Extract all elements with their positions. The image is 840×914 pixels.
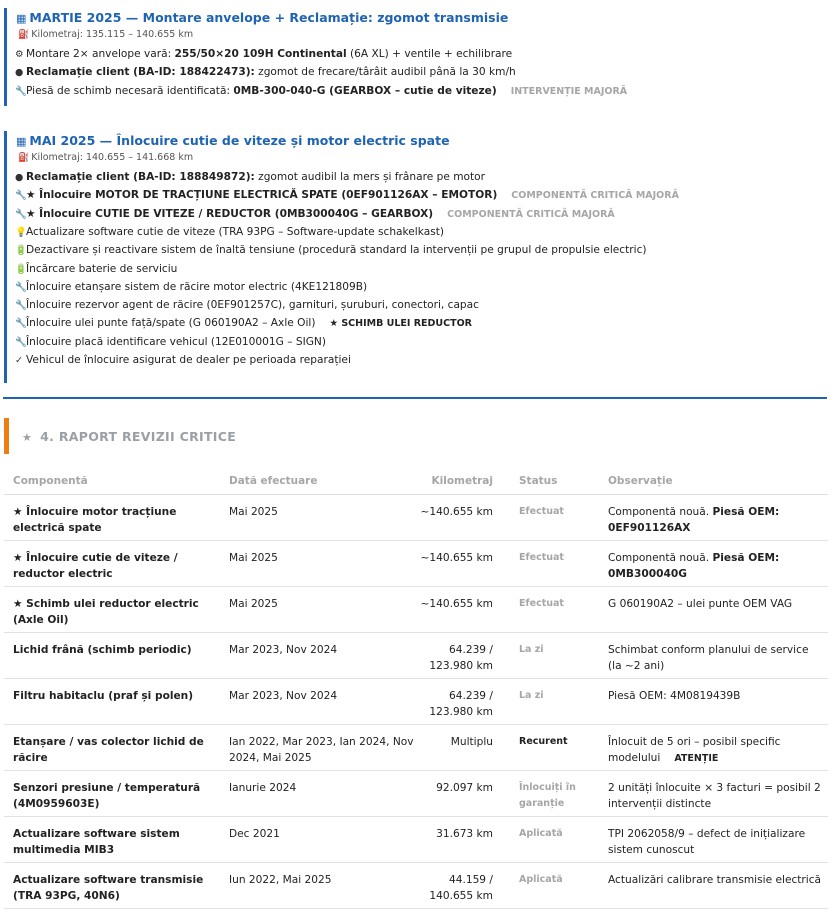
- line-text: Montare 2× anvelope vară:: [26, 48, 175, 60]
- entry-line: [7, 66, 516, 78]
- entry-line: [7, 85, 627, 97]
- revisions-table: [4, 466, 828, 909]
- mileage-cell: 31.673 km: [436, 828, 493, 840]
- line-text: Actualizare software cutie de viteze (TRA 93PG – Software-update schakelkast): [26, 225, 445, 238]
- observation-cell: [608, 872, 823, 888]
- entry-line: [7, 208, 615, 220]
- section-title-text: 4. RAPORT REVIZII CRITICE: [40, 429, 237, 444]
- entry-line: [7, 226, 444, 238]
- observation-cell: [608, 826, 823, 858]
- star-icon: ★: [22, 431, 33, 444]
- date-cell: Mai 2025: [229, 552, 278, 564]
- column-header: Status: [519, 475, 558, 487]
- line-text: (6A XL) + ventile + echilibrare: [346, 48, 513, 60]
- observation-text: Piesă OEM: 4M0819439B: [608, 690, 741, 702]
- mileage-cell: ~140.655 km: [420, 552, 493, 564]
- line-text: Înlocuire placă identificare vehicul (12E010001G – SIGN): [26, 335, 326, 348]
- component-cell: Filtru habitaclu (praf și polen): [13, 690, 194, 702]
- line-strong: ★ Înlocuire MOTOR DE TRACȚIUNE ELECTRICĂ SPATE (0EF901126AX – EMOTOR): [26, 189, 498, 202]
- status-badge: Recurent: [519, 736, 568, 747]
- mileage-cell: ~140.655 km: [420, 506, 493, 518]
- observation-text: Componentă nouă.: [608, 506, 713, 518]
- timeline-entry: [4, 8, 837, 106]
- component-cell: ★ Înlocuire motor tracțiune electrică spate: [13, 506, 177, 534]
- entry-line: [7, 171, 485, 183]
- line-strong: Reclamație client (BA-ID: 188849872):: [26, 171, 255, 183]
- table-row: [4, 863, 828, 909]
- date-cell: Mar 2023, Nov 2024: [229, 644, 338, 656]
- mileage-cell: 64.239 / 123.980 km: [429, 690, 493, 718]
- date-cell: Iun 2022, Mai 2025: [229, 874, 332, 886]
- entry-line: [7, 244, 647, 256]
- line-text: Înlocuire ulei punte față/spate (G 060190A2 – Axle Oil): [26, 317, 316, 330]
- date-cell: Dec 2021: [229, 828, 280, 840]
- line-text: zgomot audibil la mers și frânare pe motor: [254, 171, 485, 183]
- line-strong: ★ Înlocuire CUTIE DE VITEZE / REDUCTOR (0MB300040G – GEARBOX): [26, 207, 434, 220]
- date-cell: Ianurie 2024: [229, 782, 297, 794]
- observation-text: TPI 2062058/9 – defect de inițializare sistem cunoscut: [608, 828, 806, 856]
- bulb-icon: 💡: [15, 226, 27, 238]
- entry-title: [7, 10, 508, 25]
- line-text: Înlocuire rezervor agent de răcire (0EF901257C), garnituri, șuruburi, conectori, capac: [26, 299, 479, 312]
- status-badge: Înlocuiți în garanție: [519, 782, 576, 809]
- priority-badge: COMPONENTĂ CRITICĂ MAJORĂ: [447, 208, 615, 220]
- table-row: [4, 817, 828, 863]
- odometer-icon: ⛽: [18, 153, 30, 163]
- section-header: [4, 418, 828, 456]
- table-row: [4, 541, 828, 587]
- complaint-icon: ●: [15, 172, 24, 183]
- component-cell: Actualizare software transmisie (TRA 93PG, 40N6): [13, 874, 204, 902]
- wrench-icon: 🔧: [15, 336, 27, 348]
- column-header: Kilometraj: [431, 475, 493, 487]
- observation-cell: [608, 688, 823, 704]
- component-cell: Actualizare software sistem multimedia MIB3: [13, 828, 180, 856]
- observation-strong: Piesă OEM: 0MB300040G: [608, 552, 780, 580]
- observation-text: G 060190A2 – ulei punte OEM VAG: [608, 598, 793, 610]
- line-text: Dezactivare și reactivare sistem de înaltă tensiune (procedură standard la intervenții pe grupul de propulsie electric): [26, 244, 647, 257]
- observation-cell: [608, 596, 823, 612]
- entry-title: [7, 133, 450, 148]
- battery-icon: 🔋: [15, 263, 27, 275]
- table-row: [4, 725, 828, 771]
- date-cell: Mai 2025: [229, 506, 278, 518]
- entry-line: [7, 317, 472, 329]
- wrench-icon: 🔧: [15, 281, 27, 293]
- date-cell: Mar 2023, Nov 2024: [229, 690, 338, 702]
- observation-text: Înlocuit de 5 ori – posibil specific modelului: [608, 736, 781, 764]
- observation-strong: Piesă OEM: 0EF901126AX: [608, 506, 780, 534]
- line-text: Vehicul de înlocuire asigurat de dealer pe perioada reparației: [26, 354, 351, 366]
- component-cell: Etanșare / vas colector lichid de răcire: [13, 736, 204, 764]
- entry-line: [7, 281, 367, 293]
- timeline-entry: [4, 131, 837, 383]
- mileage-cell: Multiplu: [450, 736, 493, 748]
- entry-title-text: MARTIE 2025 — Montare anvelope + Reclamație: zgomot transmisie: [29, 10, 509, 25]
- component-cell: Lichid frână (schimb periodic): [13, 644, 192, 656]
- entry-line: [7, 336, 326, 348]
- wrench-icon: 🔧: [15, 190, 27, 202]
- wrench-icon: 🔧: [15, 300, 27, 312]
- wrench-icon: 🔧: [15, 318, 27, 330]
- observation-text: Actualizări calibrare transmisie electrică: [608, 874, 822, 886]
- observation-cell: [608, 780, 823, 812]
- battery-icon: 🔋: [15, 245, 27, 257]
- observation-text: Componentă nouă.: [608, 552, 713, 564]
- line-text: Înlocuire etanșare sistem de răcire motor electric (4KE121809B): [26, 280, 368, 293]
- status-badge: La zi: [519, 690, 544, 701]
- component-cell: Senzori presiune / temperatură (4M0959603E): [13, 782, 201, 810]
- status-badge: Efectuat: [519, 506, 564, 517]
- table-row: [4, 633, 828, 679]
- column-header: Dată efectuare: [229, 475, 318, 487]
- entry-line: [7, 263, 177, 275]
- observation-cell: [608, 504, 823, 536]
- column-header: Observație: [608, 475, 673, 487]
- observation-text: Schimbat conform planului de service (la ~2 ani): [608, 644, 809, 672]
- wrench-icon: 🔧: [15, 208, 27, 220]
- priority-badge: ★ SCHIMB ULEI REDUCTOR: [329, 318, 472, 330]
- date-cell: Mai 2025: [229, 598, 278, 610]
- table-row: [4, 679, 828, 725]
- line-strong: 0MB-300-040-G (GEARBOX – cutie de viteze): [233, 84, 497, 97]
- mileage-text: Kilometraj: 135.115 – 140.655 km: [31, 29, 194, 40]
- priority-badge: COMPONENTĂ CRITICĂ MAJORĂ: [511, 190, 679, 202]
- observation-text: 2 unități înlocuite × 3 facturi = posibil 2 intervenții distincte: [608, 782, 821, 810]
- status-badge: Efectuat: [519, 598, 564, 609]
- attention-badge: ATENȚIE: [674, 753, 719, 764]
- status-badge: La zi: [519, 644, 544, 655]
- entry-title-text: MAI 2025 — Înlocuire cutie de viteze și motor electric spate: [29, 133, 450, 148]
- table-header: [4, 466, 828, 495]
- odometer-icon: ⛽: [18, 30, 30, 40]
- date-cell: Ian 2022, Mar 2023, Ian 2024, Nov 2024, Mai 2025: [229, 736, 414, 764]
- check-icon: ✓: [15, 355, 23, 366]
- component-cell: ★ Schimb ulei reductor electric (Axle Oil): [13, 598, 199, 626]
- line-text: Încărcare baterie de serviciu: [26, 262, 178, 275]
- observation-cell: [608, 642, 823, 674]
- wrench-icon: 🔧: [15, 85, 27, 97]
- component-cell: ★ Înlocuire cutie de viteze / reductor electric: [13, 552, 178, 580]
- mileage-cell: 64.239 / 123.980 km: [429, 644, 493, 672]
- line-strong: 255/50×20 109H Continental: [174, 48, 347, 60]
- mileage-range: [7, 152, 193, 163]
- mileage-range: [7, 29, 193, 40]
- priority-badge: INTERVENȚIE MAJORĂ: [510, 85, 628, 97]
- column-header: Componentă: [13, 475, 88, 487]
- entry-line: [7, 299, 479, 311]
- entry-line: [7, 189, 679, 201]
- entry-line: [7, 354, 351, 366]
- status-badge: Aplicată: [519, 874, 563, 885]
- line-text: zgomot de frecare/târâit audibil până la 30 km/h: [254, 66, 516, 79]
- entry-line: [7, 48, 512, 60]
- mileage-cell: 44.159 / 140.655 km: [429, 874, 493, 902]
- mileage-text: Kilometraj: 140.655 – 141.668 km: [31, 152, 194, 163]
- calendar-icon: ▦: [16, 12, 27, 25]
- tire-icon: ⚙: [15, 49, 24, 60]
- section-divider: [3, 397, 827, 399]
- line-text: Piesă de schimb necesară identificată:: [26, 84, 234, 97]
- complaint-icon: ●: [15, 67, 24, 79]
- calendar-icon: ▦: [16, 135, 27, 148]
- status-badge: Aplicată: [519, 828, 563, 839]
- table-row: [4, 771, 828, 817]
- observation-cell: [608, 550, 823, 582]
- mileage-cell: ~140.655 km: [420, 598, 493, 610]
- mileage-cell: 92.097 km: [436, 782, 493, 794]
- section-accent-bar: [4, 418, 9, 454]
- status-badge: Efectuat: [519, 552, 564, 563]
- line-strong: Reclamație client (BA-ID: 188422473):: [26, 66, 255, 79]
- table-row: [4, 587, 828, 633]
- table-row: [4, 495, 828, 541]
- observation-cell: [608, 734, 823, 767]
- section-title: [22, 429, 236, 444]
